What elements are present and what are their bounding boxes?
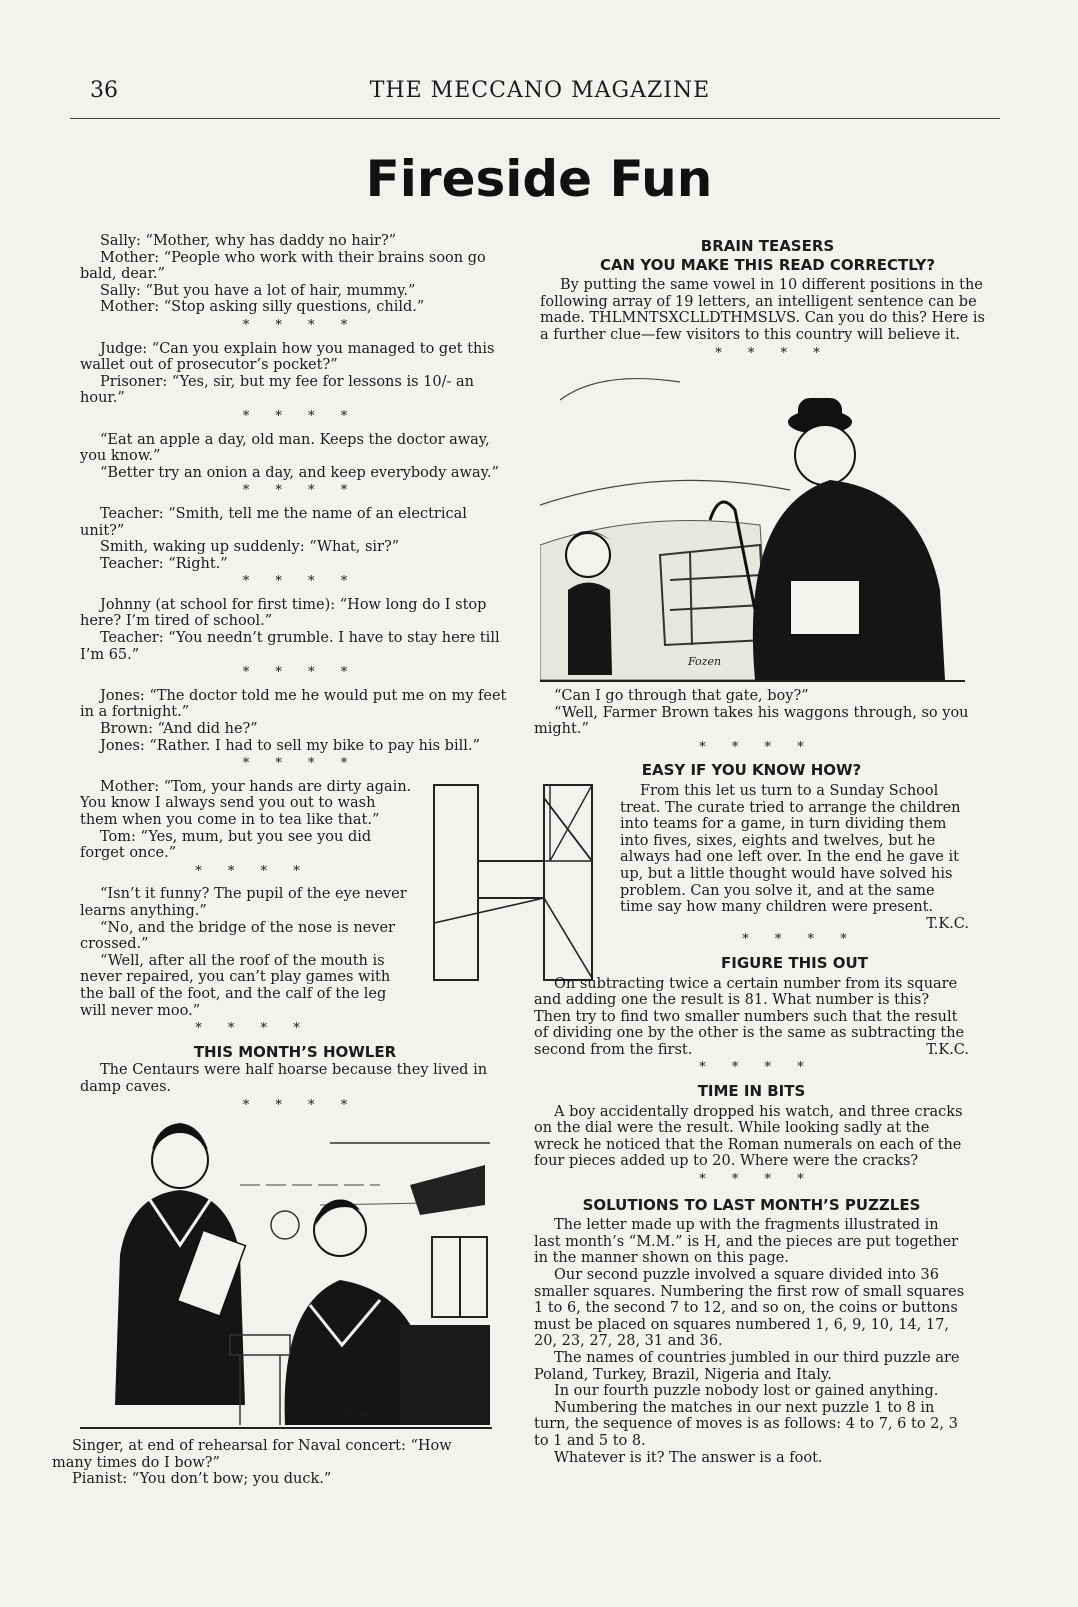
naval-concert-cartoon bbox=[80, 1105, 492, 1429]
separator-stars: * * * * bbox=[195, 863, 300, 879]
joke-2 bbox=[80, 341, 510, 407]
page-header bbox=[90, 78, 990, 118]
magazine-title: THE MECCANO MAGAZINE bbox=[369, 78, 711, 103]
solution-paragraph: Our second puzzle involved a square divided into 36 smaller squares. Numbering the first row of small squares 1 to 6, the second 7 to 12, and so on, the coins or buttons must be placed on squares numbered 1, 6, 9, 10, 14, 17, 20, 23, 27, 28, 31 and 36. bbox=[534, 1267, 965, 1350]
joke-line: “Better try an onion a day, and keep everybody away.” bbox=[100, 464, 499, 481]
joke-line: Judge: “Can you explain how you managed to get this wallet out of prosecutor’s pocket?” bbox=[80, 340, 495, 374]
separator-stars: * * * * bbox=[699, 739, 804, 755]
joke-line: Mother: “Tom, your hands are dirty again. You know I always send you out to wash them when you come in to tea like that.” bbox=[80, 778, 412, 828]
separator-stars: * * * * bbox=[699, 1060, 804, 1076]
right-column bbox=[540, 236, 995, 368]
joke-line: Prisoner: “Yes, sir, but my fee for lessons is 10/- an hour.” bbox=[80, 373, 474, 407]
separator-stars: * * * * bbox=[242, 756, 348, 772]
q2-text bbox=[620, 782, 969, 932]
piece-line bbox=[434, 898, 544, 923]
joke-line: Sally: “Mother, why has daddy no hair?” bbox=[100, 233, 397, 249]
solution-paragraph: The names of countries jumbled in our third puzzle are Poland, Turkey, Brazil, Nigeria and Italy. bbox=[534, 1349, 960, 1383]
joke-line: Smith, waking up suddenly: “What, sir?” bbox=[100, 539, 400, 556]
joke-line: Sally: “But you have a lot of hair, mummy.” bbox=[100, 282, 416, 299]
q3-sign: T.K.C. bbox=[926, 1041, 969, 1058]
joke-line: “Well, after all the roof of the mouth is never repaired, you can’t play games with the ball of the foot, and the calf of the leg will never moo.” bbox=[80, 952, 391, 1019]
joke-line: Johnny (at school for first time): “How long do I stop here? I’m tired of school.” bbox=[80, 596, 487, 630]
caption-line: “Can I go through that gate, boy?” bbox=[554, 688, 809, 704]
brain-teasers-heading: BRAIN TEASERS bbox=[700, 237, 835, 255]
separator-stars: * * * * bbox=[742, 932, 847, 948]
q1-text: By putting the same vowel in 10 different positions in the following array of 19 letters, an intelligent sentence can be made. THLMNTSXCLLDTHMSLVS. Can you do this? Here is a further clue—few visitors to this country will believe it. bbox=[540, 277, 985, 343]
howler-text: The Centaurs were half hoarse because they lived in damp caves. bbox=[80, 1062, 488, 1095]
joke-line: Mother: “People who work with their brains soon go bald, dear.” bbox=[80, 249, 486, 283]
separator-stars: * * * * bbox=[195, 1021, 300, 1037]
joke-line: “Eat an apple a day, old man. Keeps the doctor away, you know.” bbox=[80, 431, 490, 465]
farmer-gate-cartoon bbox=[540, 370, 965, 682]
separator-stars: * * * * bbox=[242, 317, 348, 333]
joke-1 bbox=[80, 233, 510, 316]
joke-line: “No, and the bridge of the nose is never crossed.” bbox=[80, 919, 395, 953]
joke-line: Jones: “Rather. I had to sell my bike to pay his bill.” bbox=[100, 737, 480, 754]
q3-heading: FIGURE THIS OUT bbox=[721, 953, 868, 972]
joke-line: Jones: “The doctor told me he would put me on my feet in a fortnight.” bbox=[80, 687, 507, 721]
joke-5 bbox=[80, 597, 510, 663]
joke-line: Tom: “Yes, mum, but you see you did forget once.” bbox=[80, 828, 372, 862]
q3-body: On subtracting twice a certain number from its square and adding one the result is 81. What number is this? Then try to find two smaller numbers such that the result of dividing one by the other is the same as subtracting the second from the first. bbox=[534, 975, 965, 1058]
caption-line: Singer, at end of rehearsal for Naval concert: “How many times do I bow?” bbox=[52, 1438, 452, 1471]
separator-stars: * * * * bbox=[242, 574, 348, 590]
separator-stars: * * * * bbox=[699, 1172, 804, 1188]
joke-3 bbox=[80, 432, 510, 482]
howler-heading: THIS MONTH’S HOWLER bbox=[193, 1042, 397, 1061]
joke-line: “Isn’t it funny? The pupil of the eye never learns anything.” bbox=[80, 886, 407, 919]
joke-line: Teacher: “You needn’t grumble. I have to stay here till I’m 65.” bbox=[80, 630, 500, 663]
joke-line: Brown: “And did he?” bbox=[100, 721, 258, 738]
joke-7 bbox=[80, 779, 415, 862]
right-column-lower bbox=[534, 688, 969, 1466]
joke-line: Mother: “Stop asking silly questions, child.” bbox=[100, 299, 425, 316]
solutions-heading: SOLUTIONS TO LAST MONTH’S PUZZLES bbox=[582, 1195, 921, 1214]
joke-6 bbox=[80, 688, 510, 754]
header-rule bbox=[70, 118, 1000, 119]
naval-cartoon-signature: fozen bbox=[342, 1408, 373, 1421]
q2-body: From this let us turn to a Sunday School treat. The curate tried to arrange the children into teams for a game, in turn dividing them into fives, sixes, eights and twelves, but he always had one left over. In the end he gave it up, but a little thought would have solved his problem. Can you solve it, and at the same time say how many children were present. bbox=[620, 782, 961, 916]
separator-stars: * * * * bbox=[242, 665, 348, 681]
joke-line: Teacher: “Right.” bbox=[100, 555, 228, 572]
joke-8 bbox=[80, 886, 415, 1019]
h-left-stroke bbox=[434, 785, 478, 980]
gate-cartoon-signature: Fozen bbox=[688, 655, 722, 668]
solution-paragraph: The letter made up with the fragments illustrated in last month’s “M.M.” is H, and the pieces are put together in the manner shown on this page. bbox=[534, 1217, 959, 1267]
separator-stars: * * * * bbox=[242, 408, 348, 424]
q2-sign: T.K.C. bbox=[926, 915, 969, 932]
solution-paragraph: Whatever is it? The answer is a foot. bbox=[554, 1449, 823, 1466]
joke-line: Teacher: “Smith, tell me the name of an electrical unit?” bbox=[80, 505, 467, 539]
solution-paragraph: In our fourth puzzle nobody lost or gained anything. bbox=[554, 1383, 939, 1400]
caption-line: Pianist: “You don’t bow; you duck.” bbox=[72, 1471, 332, 1488]
solution-paragraph: Numbering the matches in our next puzzle 1 to 8 in turn, the sequence of moves is as follows: 4 to 7, 6 to 2, 3 to 1 and 5 to 8. bbox=[534, 1399, 958, 1449]
caption-line: “Well, Farmer Brown takes his waggons through, so you might.” bbox=[534, 704, 969, 738]
separator-stars: * * * * bbox=[242, 483, 348, 499]
q2-heading: EASY IF YOU KNOW HOW? bbox=[641, 761, 862, 780]
q3-text bbox=[534, 976, 969, 1059]
left-column bbox=[80, 233, 510, 1120]
page-title: Fireside Fun bbox=[365, 150, 713, 208]
naval-cartoon-caption bbox=[52, 1438, 492, 1488]
q4-heading: TIME IN BITS bbox=[697, 1082, 806, 1101]
page-number: 36 bbox=[90, 78, 118, 103]
q4-text: A boy accidentally dropped his watch, and three cracks on the dial were the result. While looking sadly at the wreck he noticed that the Roman numerals on each of the four pieces added up to 20. Where were the cracks? bbox=[534, 1103, 963, 1170]
separator-stars: * * * * bbox=[715, 345, 820, 361]
q1-heading: CAN YOU MAKE THIS READ CORRECTLY? bbox=[599, 255, 936, 274]
joke-4 bbox=[80, 506, 510, 572]
